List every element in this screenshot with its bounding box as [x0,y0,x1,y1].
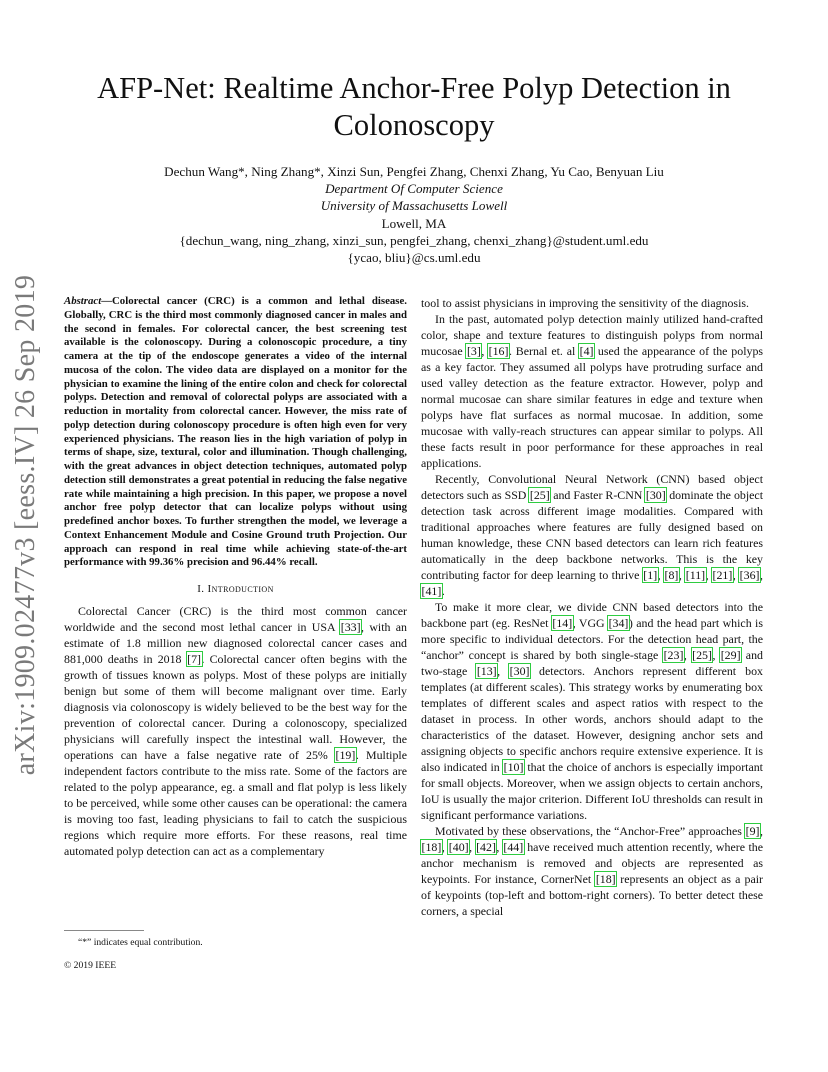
intro-paragraph-5 [421,823,763,919]
text-run: , [657,568,665,582]
right-column [421,295,763,919]
citation-link[interactable]: [10] [503,760,524,774]
citation-link[interactable]: [34] [608,616,629,630]
citation-link[interactable]: [1] [643,568,658,582]
citation-link[interactable]: [33] [340,620,361,634]
citation-link[interactable]: [16] [488,344,509,358]
text-run: , with an estimate of 1.8 million new diagnosed colorectal cancer cases and 881,000 deaths in 2018 [64,620,407,666]
left-column [64,295,407,859]
text-run: , [469,840,476,854]
text-run: , [497,664,510,678]
citation-link[interactable]: [25] [529,488,550,502]
faculty-emails: {ycao, bliu}@cs.uml.edu [347,250,481,266]
citation-link[interactable]: [41] [421,584,442,598]
text-run: In the past, automated polyp detection mainly utilized hand-crafted color, shape and texture features to distinguish polyps from normal mucosae [421,312,763,358]
citation-link[interactable]: [13] [476,664,497,678]
text-run: , [683,648,692,662]
abstract-text: —Colorectal cancer (CRC) is a common and lethal disease. Globally, CRC is the third most commonly diagnosed cancer in males and the second in females. For colorectal cancer, the best screening test available is the colonoscopy. During a colonoscopic procedure, a tiny camera at the tip of the endoscope generates a video of the internal mucosa of the colon. The video data are displayed on a monitor for the physician to examine the lining of the entire colon and check for colorectal polyps. Detection and removal of colorectal polyps are associated with a reduction in mortality from colorectal cancer. However, the miss rate of polyp detection during colonoscopy procedure is often high even for very experienced physicians. The reason lies in the high variation of polyp in terms of shape, size, textural, color and illumination. Though challenging, with the great advances in object detection techniques, automated polyp detection still demonstrates a great potential in reducing the false negative rate while maintaining a high precision. In this paper, we propose a novel anchor free polyp detector that can localize polyps without using predefined anchor boxes. To further strengthen the model, we leverage a Context Enhancement Module and Cosine Ground truth Projection. Our approach can respond in real time while achieving state-of-the-art performance with 99.36% precision and 96.44% recall. [64,295,407,569]
citation-link[interactable]: [11] [685,568,706,582]
text-run: , [496,840,503,854]
citation-link[interactable]: [8] [664,568,679,582]
abstract-label: Abstract [64,295,102,307]
citation-link[interactable]: [9] [745,824,760,838]
text-run: , [441,840,449,854]
citation-link[interactable]: [36] [739,568,760,582]
text-run: . Colorectal cancer often begins with the growth of tissues known as polyps. Most of these polyps are initially benign but some of them will become malignant over time. Early diagnosis via colonoscopy is widely believed to be the best way for the prevention of colorectal cancer. During a colonoscopy, specialized physicians will carefully inspect the intestinal wall. However, the operations can have a false negative rate of 25% [64,652,407,762]
citation-link[interactable]: [25] [692,648,712,662]
author-block [60,163,768,266]
text-run: have received much attention recently, where the anchor mechanism is removed and objects are represented as keypoints. For instance, CornerNet [421,840,764,886]
citation-link[interactable]: [18] [421,840,442,854]
citation-link[interactable]: [21] [712,568,733,582]
copyright-notice: © 2019 IEEE [64,960,117,971]
arxiv-identifier-text: arXiv:1909.02477v3 [eess.IV] 26 Sep 2019 [10,274,41,776]
intro-paragraph-2 [421,311,763,471]
text-run: , [712,648,721,662]
text-run: , [732,568,740,582]
abstract [64,295,407,570]
text-run: , [481,344,489,358]
text-run: Recently, Convolutional Neural Network (CNN) based object detectors such as SSD [421,472,763,502]
text-run: and two-stage [421,648,763,678]
text-run: dominate the object detection task across different image modalities. Compared with traditional approaches where features are fully designed based on human knowledge, these CNN based detectors can learn rich features automatically in the deep backbone networks. This is the key contributing factor for deep learning to thrive [421,488,763,582]
text-run: , [759,568,763,582]
citation-link[interactable]: [40] [448,840,469,854]
citation-link[interactable]: [29] [720,648,741,662]
paper-title: AFP-Net: Realtime Anchor-Free Polyp Detection in Colonoscopy [97,71,731,142]
text-run: used the appearance of the polyps as a key factor. They assumed all polyps have protruding surface and used valley detection as the feature extractor. However, polyp and normal mucosae can share similar features in edge and texture when polyps have flat surfaces as normal mucosae. In addition, some mucosae with vally-reach structures can appear similar to polyps. All these facts result in poor performance for these approaches in real applications. [421,344,764,470]
text-run: ) and the head part which is more specific to individual detectors. For the detection head part, the “anchor” concept is shared by both single-stage [421,616,763,662]
citation-link[interactable]: [30] [645,488,666,502]
location: Lowell, MA [381,215,447,231]
citation-link[interactable]: [23] [663,648,684,662]
citation-link[interactable]: [4] [579,344,594,358]
text-run: and Faster R-CNN [550,488,646,502]
intro-paragraph-3 [421,471,763,599]
footnote: “*” indicates equal contribution. [78,937,203,948]
text-run: . [441,584,445,598]
student-emails: {dechun_wang, ning_zhang, xinzi_sun, pengfei_zhang, chenxi_zhang}@student.uml.edu [179,232,649,248]
text-run: Colorectal Cancer (CRC) is the third most common cancer worldwide and the second most lethal cancer in USA [64,604,407,634]
citation-link[interactable]: [14] [552,616,573,630]
citation-link[interactable]: [30] [509,664,530,678]
citation-link[interactable]: [44] [503,840,524,854]
text-run: Motivated by these observations, the “Anchor-Free” approaches [435,824,746,838]
section-heading-introduction: I. Introduction [197,583,274,595]
intro-paragraph-1-continued: tool to assist physicians in improving the sensitivity of the diagnosis. [421,296,749,310]
citation-link[interactable]: [42] [476,840,496,854]
text-run: , [678,568,686,582]
text-run: To make it more clear, we divide CNN based detectors into the backbone part (eg. ResNet [421,600,763,630]
text-run: , VGG [572,616,609,630]
text-run: detectors. Anchors represent different box templates (at different scales). This strategy works by enumerating box templates of different scales and aspect ratios with respect to the dataset in process. In other words, anchors should adapt to the characteristics of the dataset. However, designing anchor sets and assigning objects to specific anchors require extensive experience. It is also indicated in [421,664,763,774]
citation-link[interactable]: [18] [595,872,616,886]
text-run: represents an object as a pair of keypoints (top-left and bottom-right corners). To better detect these corners, a special [421,872,763,918]
author-list: Dechun Wang*, Ning Zhang*, Xinzi Sun, Pengfei Zhang, Chenxi Zhang, Yu Cao, Benyuan Liu [164,164,664,179]
footnote-divider [64,930,144,931]
text-run: . Multiple independent factors contribute to the miss rate. Some of the factors are related to the polyp appearance, eg. a small and flat polyp is less likely to be perceived, while some other causes can be operational: the camera is moving too fast, leading physicians to fail to catch the suspicious regions which require more efforts. For these reasons, real time automated polyp detection can act as a complementary [64,748,407,858]
text-run: that the choice of anchors is especially important for small objects. Moreover, when we assign objects to certain anchors, IoU is usually the major criterion. Different IoU thresholds can result in significant performance variations. [421,760,763,822]
text-run: , [760,824,763,838]
citation-link[interactable]: [3] [466,344,481,358]
citation-link[interactable]: [19] [335,748,356,762]
department: Department Of Computer Science [325,181,503,197]
intro-paragraph-4 [421,599,763,823]
text-run: . Bernal et. al [508,344,580,358]
text-run: , [705,568,712,582]
university: University of Massachusetts Lowell [320,198,508,214]
citation-link[interactable]: [7] [187,652,201,666]
intro-paragraph-1 [64,603,407,859]
arxiv-identifier [0,274,52,776]
